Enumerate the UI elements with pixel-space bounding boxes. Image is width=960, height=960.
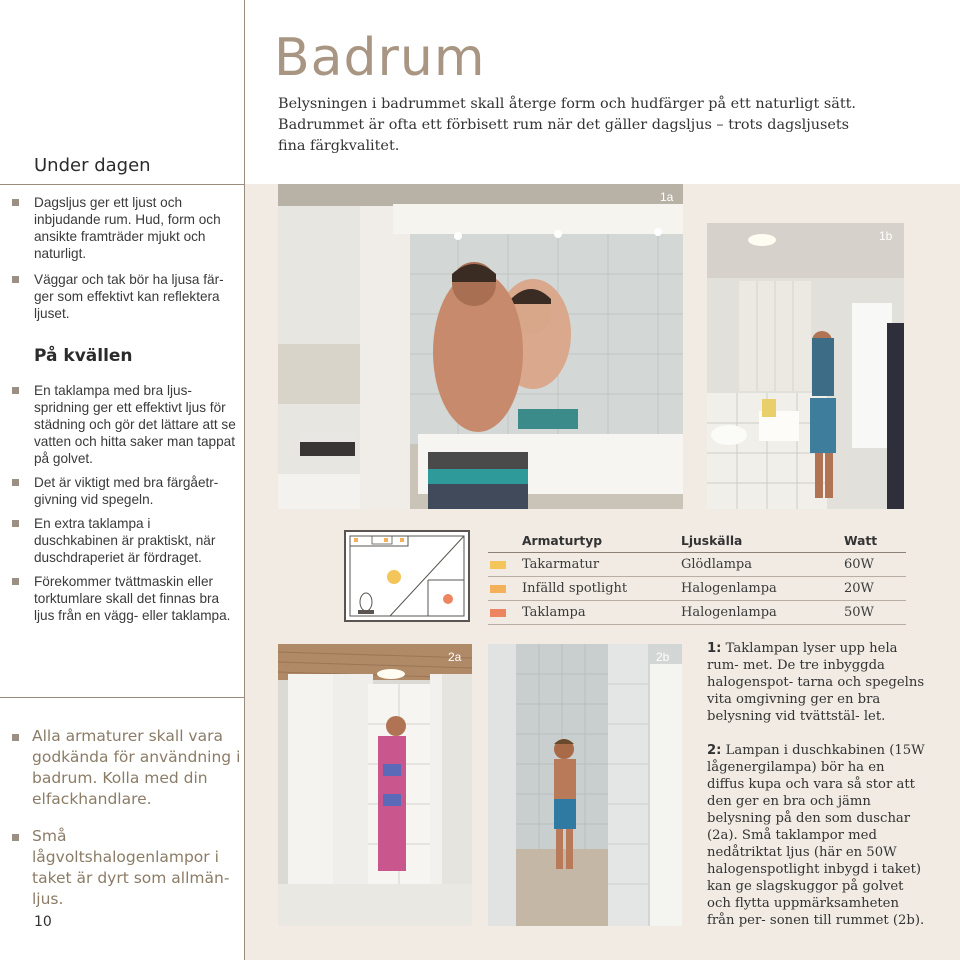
table-cell: Halogenlampa	[681, 605, 777, 620]
bullet-square-icon	[12, 276, 19, 283]
photo-captions	[707, 640, 925, 946]
list-item: En taklampa med bra ljus- spridning ger ett effektivt ljus för städning och gör det lättare att se vatten och hitta saker man tappat på golvet.	[10, 382, 236, 467]
sidebar	[0, 0, 244, 960]
bullet-square-icon	[12, 734, 19, 741]
table-cell: Taklampa	[522, 605, 586, 620]
bathroom-mirror-image	[278, 184, 683, 509]
table-cell: 60W	[844, 557, 874, 572]
color-swatch	[490, 609, 506, 617]
bullet-square-icon	[12, 387, 19, 394]
page-number: 10	[34, 914, 52, 930]
bullet-square-icon	[12, 479, 19, 486]
intro-text: Belysningen i badrummet skall återge form och hudfärger på ett naturligt sätt. Badrummet är ofta ett förbisett rum när det gäller dagsljus – trots dagsljusets fina färgkvalitet.	[278, 96, 856, 154]
tip-item: Små lågvoltshalogenlampor i taket är dyrt som allmän- ljus.	[10, 826, 242, 910]
photo-2a	[278, 644, 472, 926]
shower-cabin-image	[278, 644, 472, 926]
table-row	[488, 601, 906, 625]
column-header: Watt	[844, 534, 878, 548]
table-row	[488, 553, 906, 577]
table-header-row	[488, 530, 906, 553]
table-cell: Halogenlampa	[681, 581, 777, 596]
bullet-square-icon	[12, 834, 19, 841]
evening-list	[10, 382, 236, 631]
photo-label-1b: 1b	[879, 229, 893, 243]
table-cell: 20W	[844, 581, 874, 596]
shower-spotlight-image	[488, 644, 682, 926]
photo-2b	[488, 644, 682, 926]
day-list	[10, 194, 236, 329]
table-cell: Glödlampa	[681, 557, 752, 572]
section-title-day: Under dagen	[34, 155, 151, 176]
bullet-square-icon	[12, 199, 19, 206]
divider	[0, 184, 244, 185]
list-item: En extra taklampa i duschkabinen är praktiskt, när duschdraperiet är fördraget.	[10, 515, 236, 566]
color-swatch	[490, 585, 506, 593]
photo-1b	[707, 223, 904, 509]
floor-plan-diagram	[344, 530, 470, 622]
photo-label-1a: 1a	[660, 190, 674, 204]
caption-1: 1: Taklampan lyser upp hela rum- met. De tre inbyggda halogenspot- tarna och spegelns vita omgivning ger en bra belysning vid tvättstäl- let.	[707, 641, 925, 724]
tip-item: Alla armaturer skall vara godkända för användning i badrum. Kolla med din elfackhandlare.	[10, 726, 242, 810]
list-item: Väggar och tak bör ha ljusa fär- ger som effektivt kan reflektera ljuset.	[10, 271, 236, 322]
caption-2: 2: Lampan i duschkabinen (15W lågenergilampa) bör ha en diffus kupa och vara så stor att den ger en bra och jämn belysning på den som duschar (2a). Små taklampor med nedåtriktat ljus (här en 50W halogenspotlight inbygd i taket) kan ge slagskuggor på golvet och flytta uppmärksamheten från per- sonen till rummet (2b).	[707, 743, 925, 928]
column-header: Armaturtyp	[522, 534, 603, 548]
list-item: Förekommer tvättmaskin eller torktumlare skall det finnas bra ljus från en vägg- eller taklampa.	[10, 573, 236, 624]
section-title-evening: På kvällen	[34, 346, 133, 366]
tips-list	[10, 726, 242, 926]
table-cell: Takarmatur	[522, 557, 600, 572]
fixture-table	[488, 530, 906, 625]
divider	[0, 697, 244, 698]
table-row	[488, 577, 906, 601]
table-cell: 50W	[844, 605, 874, 620]
column-header: Ljuskälla	[681, 534, 743, 548]
color-swatch	[490, 561, 506, 569]
photo-1a	[278, 184, 683, 509]
photo-label-2b: 2b	[656, 650, 670, 664]
bullet-square-icon	[12, 520, 19, 527]
list-item: Dagsljus ger ett ljust och inbjudande rum. Hud, form och ansikte framträder mjukt och naturligt.	[10, 194, 236, 262]
photo-label-2a: 2a	[448, 650, 462, 664]
page-title: Badrum	[274, 28, 486, 88]
bullet-square-icon	[12, 578, 19, 585]
table-cell: Infälld spotlight	[522, 581, 628, 596]
bathroom-toilet-image	[707, 223, 904, 509]
list-item: Det är viktigt med bra färgåetr- givning vid spegeln.	[10, 474, 236, 508]
